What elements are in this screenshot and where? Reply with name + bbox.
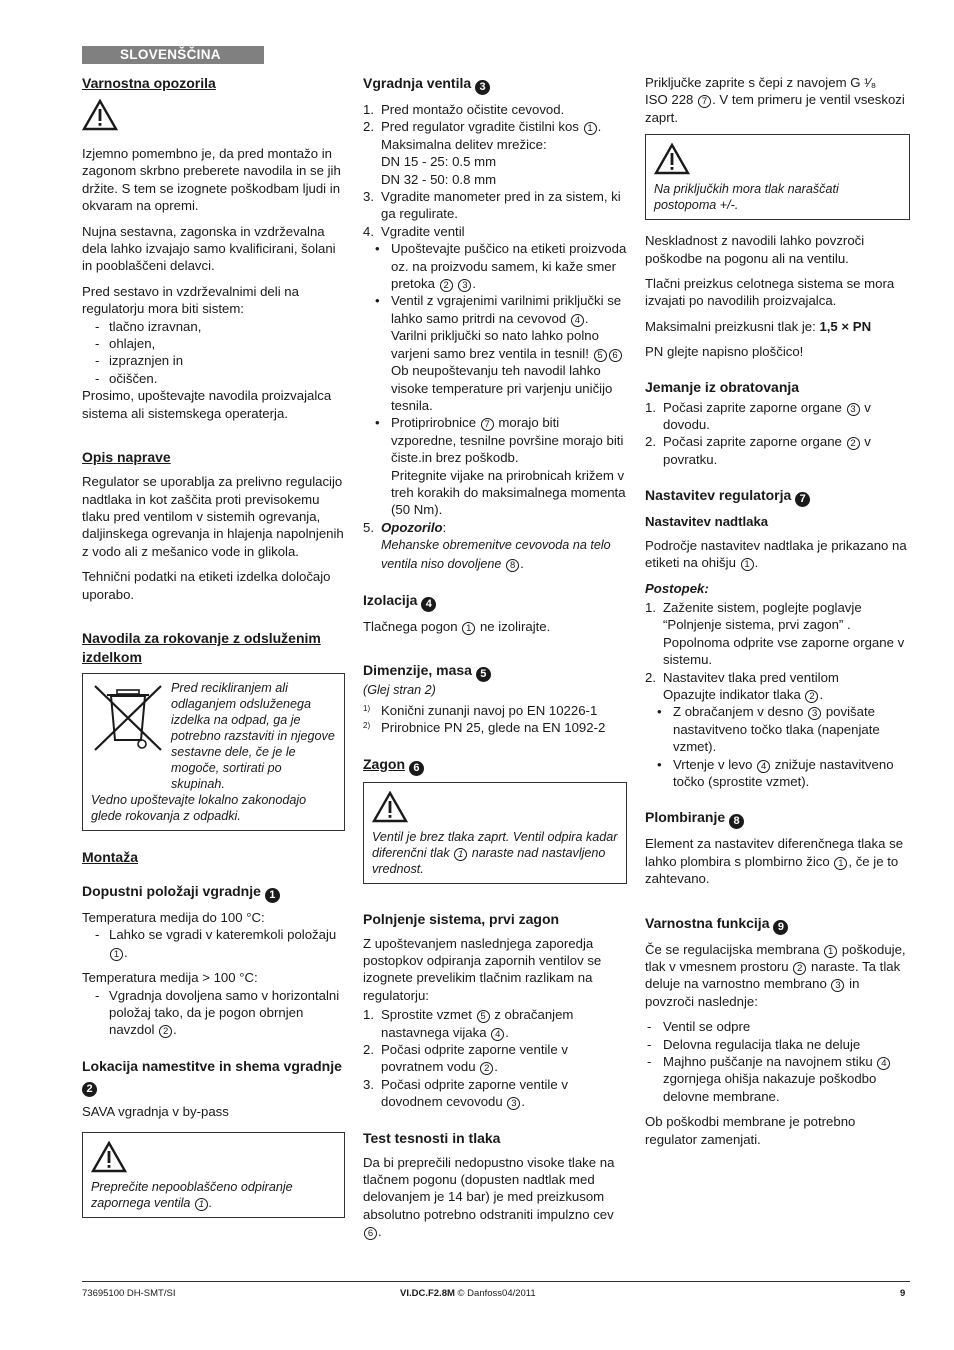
filling-text: Z upoštevanjem naslednjega zaporedja postopkov odpiranja zapornih ventilov se izognete prevelikim tlačnim razlikam na regulatorju:	[363, 935, 602, 1003]
list-item: 1. Zaženite sistem, poglejte poglavje “Polnjenje sistema, prvi zagon” . Popolnoma odprite vse zaporne organe v sistemu.	[645, 599, 905, 668]
warning-icon	[654, 143, 690, 175]
caps-text: Maksimalni preizkusni tlak je: 1,5 × PN	[645, 318, 872, 334]
list-item: 5. Opozorilo: Mehanske obremenitve cevovoda na telo ventila niso dovoljene 8 .	[363, 519, 611, 571]
safety-paragraph: Izjemno pomembno je, da pred montažo in zagonom skrbno preberete navodila in se jih držite. S tem se izognete poškodbam ljudi in okvaram na opremi.	[82, 146, 341, 214]
safety-function-text: Ob poškodbi membrane je potrebno regulator zamenjati.	[645, 1114, 856, 1147]
montaza-title: Montaža	[82, 848, 138, 865]
warning-text: Ventil je brez tlaka zaprt. Ventil odpira kadar diferenčni tlak 1 naraste nad nastavljeno vrednost.	[372, 829, 618, 876]
list-item: 2. Pred regulator vgradite čistilni kos 1 . Maksimalna delitev mrežice: DN 15 - 25: 0.5 mm DN 32 - 50: 0.8 mm	[363, 119, 602, 187]
list-item: • Vrtenje v levo 4 znižuje nastavitveno točko (sprostite vzmet).	[645, 756, 910, 791]
test-title: Test tesnosti in tlaka	[363, 1129, 501, 1146]
figure-ref: 4	[421, 597, 436, 612]
caps-text: Neskladnost z navodili lahko povzroči poškodbe na pogonu ali na ventilu.	[645, 233, 865, 266]
list-item: 2. Počasi odprite zaporne ventile v povratnem vodu 2 .	[363, 1042, 568, 1075]
footer-center: VI.DC.F2.8M © Danfoss04/2011	[400, 1288, 536, 1299]
filling-title: Polnjenje sistema, prvi zagon	[363, 910, 560, 927]
footer-code: 73695100 DH-SMT/SI	[82, 1288, 176, 1299]
list-item: 3. Počasi odprite zaporne ventile v dovodnem cevovodu 3 .	[363, 1076, 568, 1110]
figure-ref: 3	[475, 80, 490, 95]
page-number: 9	[900, 1288, 906, 1299]
figure-ref: 7	[795, 492, 810, 507]
sealing-text: Element za nastavitev diferenčnega tlaka se lahko plombira s plombirno žico 1 , če je to zahtevano.	[645, 836, 904, 887]
location-text: SAVA vgradnja v by-pass	[82, 1103, 229, 1119]
warning-text: Na priključkih mora tlak naraščati postopoma +/-.	[654, 182, 839, 213]
caps-text: PN glejte napisno ploščico!	[645, 344, 804, 360]
dimensions-footnotes	[363, 702, 627, 737]
disposal-box	[82, 673, 345, 831]
description-paragraph: Regulator se uporablja za prelivno regulacijo nadtlaka in kot zaščita proti previsokemu tlaku pred ventilom v sistemih ogrevanja, daljinskega ogrevanja in hlajenja napolnjenih z vodo ali z mešanico vode in glikola.	[82, 474, 344, 559]
warning-text: Preprečite nepooblaščeno odpiranje zapornega ventila 1 .	[91, 1180, 293, 1211]
description-paragraph: Tehnični podatki na etiketi izdelka določajo uporabo.	[82, 569, 331, 602]
safety-title: Varnostna opozorila	[82, 75, 216, 91]
location-warning-box	[82, 1132, 345, 1218]
caps-text: Priključke zaprite s čepi z navojem G ¹⁄₈ ISO 228 7 . V tem primeru je ventil vseskozi zaprt.	[645, 75, 905, 125]
procedure-label: Postopek:	[645, 580, 709, 596]
caps-warning-box	[645, 134, 910, 220]
list-item: - ohlajen,	[82, 335, 345, 352]
warning-icon	[372, 791, 408, 823]
list-item: - Ventil se odpre	[645, 1018, 910, 1035]
shutdown-steps	[645, 399, 910, 469]
location-title: Lokacija namestitve in shema vgradnje 2	[82, 1057, 342, 1095]
test-text: Da bi preprečili nedopustno visoke tlake na tlačnem pogonu (dopusten nadtlak med delovanjem je 14 bar) je med preizkusom absolutno potrebno odstraniti impulzno cev 6 .	[363, 1154, 615, 1240]
caps-text: Tlačni preizkus celotnega sistema se mora izvajati po navodilih proizvajalca.	[645, 276, 895, 309]
positions-list	[82, 987, 345, 1039]
list-item: 2) Prirobnice PN 25, glede na EN 1092-2	[363, 720, 606, 736]
language-header: SLOVENŠČINA	[82, 46, 264, 64]
safety-function-title: Varnostna funkcija 9	[645, 914, 910, 935]
positions-text: Temperatura medija > 100 °C:	[82, 970, 258, 986]
list-item: 3. Vgradite manometer pred in za sistem, ki ga regulirate.	[363, 189, 621, 222]
commissioning-warning-box	[363, 782, 627, 884]
list-item: 4. Vgradite ventil • Upoštevajte puščico na etiketi proizvoda oz. na proizvodu samem, ki kaže smer pretoka 2 3 . • Ventil z vgrajenimi varilnimi priključki se lahko samo pritrdi na cevovod 4 . Varilni priključki so nato lahko polno varjeni samo brez ventila in tesnil! 5 6 Ob neupoštevanju teh navodil lahko visoke temperature pri varjenju uničijo tesnila. • Protiprirobnice 7 morajo biti vzporedne, tesnilne površine morajo biti čiste.in brez poškodb. Pritegnite vijake na prirobnicah križem v treh korakih do maksimalnega momenta (50 Nm).	[363, 223, 627, 519]
safety-list	[82, 318, 345, 388]
list-item: • Upoštevajte puščico na etiketi proizvoda oz. na proizvodu samem, ki kaže smer pretoka 2 3 .	[363, 240, 627, 292]
description-title: Opis naprave	[82, 449, 171, 466]
safety-paragraph: Nujna sestavna, zagonska in vzdrževalna dela lahko izvajajo samo kvalificirani, šolani in pooblaščeni delavci.	[82, 223, 336, 274]
column-2	[363, 74, 627, 1249]
figure-ref: 2	[82, 1082, 97, 1097]
safety-paragraph: Prosimo, upoštevajte navodila proizvajalca sistema ali sistemskega operaterja.	[82, 388, 332, 421]
list-item: • Ventil z vgrajenimi varilnimi priključki se lahko samo pritrdi na cevovod 4 . Varilni priključki so nato lahko polno varjeni samo brez ventila in tesnil! 5 6 Ob neupoštevanju teh navodil lahko visoke temperature pri varjenju uničijo tesnila.	[363, 292, 627, 414]
safety-paragraph: Pred sestavo in vzdrževalnimi deli na regulatorju mora biti sistem:	[82, 283, 299, 317]
valve-title: Vgradnja ventila 3	[363, 74, 627, 95]
list-item: 2. Počasi zaprite zaporne organe 2 v povratku.	[645, 434, 871, 467]
settings-title: Nastavitev regulatorja 7	[645, 486, 910, 507]
list-item: - Vgradnja dovoljena samo v horizontalni položaj tako, da je pogon obrnjen navzdol 2 .	[82, 987, 345, 1039]
disposal-title: Navodila za rokovanje z odsluženim izdelkom	[82, 629, 321, 665]
disposal-text: Pred recikliranjem ali odlaganjem odsluženega izdelka na odpad, ga je potrebno razstaviti in njegove sestavne dele, če je le mogoče, sortirati po skupinah.	[171, 680, 335, 791]
positions-text: Temperatura medija do 100 °C:	[82, 909, 265, 925]
commissioning-title: Zagon 6	[363, 755, 627, 776]
column-1	[82, 74, 345, 1226]
sealing-title: Plombiranje 8	[645, 808, 910, 829]
filling-steps	[363, 1006, 627, 1110]
positions-title: Dopustni položaji vgradnje 1	[82, 882, 345, 903]
shutdown-title: Jemanje iz obratovanja	[645, 378, 800, 395]
list-item: 1. Počasi zaprite zaporne organe 3 v dovodu.	[645, 399, 871, 433]
dimensions-subtitle: (Glej stran 2)	[363, 683, 436, 698]
list-item: 1. Sprostite vzmet 5 z obračanjem nastavnega vijaka 4 .	[363, 1007, 574, 1040]
safety-function-text: Če se regulacijska membrana 1 poškoduje, tlak v vmesnem prostoru 2 naraste. Ta tlak deluje na varnostno membrano 3 in povzroči naslednje:	[645, 941, 906, 1009]
settings-steps	[645, 599, 910, 790]
list-item: - Delovna regulacija tlaka ne deluje	[645, 1036, 910, 1053]
settings-text: Področje nastavitev nadtlaka je prikazano na etiketi na ohišju 1 .	[645, 537, 907, 571]
insulation-text: Tlačnega pogon 1 ne izolirajte.	[363, 618, 551, 634]
safety-function-list	[645, 1018, 910, 1105]
positions-list	[82, 926, 345, 961]
list-item: • Protiprirobnice 7 morajo biti vzporedne, tesnilne površine morajo biti čiste.in brez poškodb. Pritegnite vijake na prirobnicah križem v treh korakih do maksimalnega momenta (50 Nm).	[363, 414, 627, 518]
valve-steps	[363, 101, 627, 573]
settings-subtitle: Nastavitev nadtlaka	[645, 514, 769, 530]
figure-ref: 5	[476, 667, 491, 682]
list-item: • Z obračanjem v desno 3 povišate nastavitveno točko tlaka (napenjate vzmet).	[645, 703, 910, 755]
column-3	[645, 74, 910, 1156]
list-item: - izpraznjen in	[82, 352, 345, 369]
warning-icon	[91, 1141, 127, 1173]
figure-ref: 1	[265, 888, 280, 903]
crossed-bin-icon	[93, 682, 163, 754]
figure-ref: 6	[409, 761, 424, 776]
list-item: - Lahko se vgradi v kateremkoli položaju 1 .	[82, 926, 345, 961]
figure-ref: 9	[773, 920, 788, 935]
dimensions-title: Dimenzije, masa 5	[363, 661, 627, 682]
list-item: 2. Nastavitev tlaka pred ventilom Opazujte indikator tlaka 2 . • Z obračanjem v desno 3 povišate nastavitveno točko tlaka (napenjate vzmet). • Vrtenje v levo 4 znižuje nastavitveno točko (sprostite vzmet).	[645, 669, 910, 791]
figure-ref: 8	[729, 814, 744, 829]
insulation-title: Izolacija 4	[363, 591, 627, 612]
list-item: - očiščen.	[82, 370, 345, 387]
list-item: - Majhno puščanje na navojnem stiku 4 zgornjega ohišja nakazuje poškodbo delovne membrane.	[645, 1053, 910, 1105]
footer-divider	[82, 1281, 910, 1282]
list-item: 1) Konični zunanji navoj po EN 10226-1	[363, 702, 598, 718]
list-item: - tlačno izravnan,	[82, 318, 345, 335]
warning-icon	[82, 99, 118, 131]
list-item: 1. Pred montažo očistite cevovod.	[363, 102, 565, 117]
disposal-text: Vedno upoštevajte lokalno zakonodajo glede rokovanja z odpadki.	[91, 792, 307, 823]
